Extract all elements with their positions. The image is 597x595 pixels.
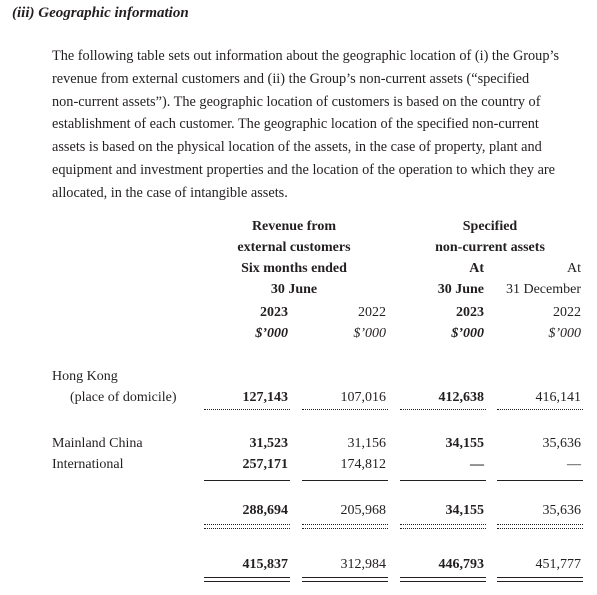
total-2023-assets: 446,793 [438,557,484,572]
dotted-rule [497,528,583,529]
date-header-col4: 31 December [505,282,581,297]
dotted-rule [204,528,290,529]
row-label-international: International [52,457,124,472]
total-2023-revenue: 415,837 [242,557,288,572]
hong-kong-2022-revenue: 107,016 [340,390,386,405]
dotted-rule [497,524,583,525]
subtotal-2023-revenue: 288,694 [242,503,288,518]
revenue-header-line2: external customers [237,240,351,255]
total-double-rule [204,581,290,582]
subtotal-rule [302,480,388,481]
dotted-rule [204,524,290,525]
year-col2: 2022 [358,305,386,320]
subtotal-rule [497,480,583,481]
row-label-hong-kong-sub: (place of domicile) [70,390,177,405]
dotted-rule [302,528,388,529]
total-2022-assets: 451,777 [535,557,581,572]
row-label-hong-kong: Hong Kong [52,369,118,384]
paragraph-line: allocated, in the case of intangible assets. [52,184,288,201]
subtotal-rule [204,480,290,481]
total-double-rule [400,581,486,582]
total-double-rule [497,581,583,582]
subtotal-2022-revenue: 205,968 [340,503,386,518]
paragraph-line: establishment of each customer. The geographic location of the specified non-current [52,116,539,133]
dotted-rule [302,409,388,410]
paragraph-line: revenue from external customers and (ii) the Group’s non-current assets (“specified [52,70,530,87]
international-2023-revenue: 257,171 [242,457,288,472]
unit-col4: $’000 [548,326,581,341]
dotted-rule [400,409,486,410]
international-2022-revenue: 174,812 [340,457,386,472]
year-col3: 2023 [456,305,484,320]
at-header-col4: At [567,261,581,276]
assets-header-line1: Specified [462,219,518,234]
unit-col1: $’000 [255,326,288,341]
hong-kong-2023-revenue: 127,143 [242,390,288,405]
revenue-header-line1: Revenue from [251,219,337,234]
dotted-rule [302,524,388,525]
mainland-2023-revenue: 31,523 [249,436,288,451]
hong-kong-2023-assets: 412,638 [438,390,484,405]
total-double-rule [204,577,290,578]
revenue-header-line4: 30 June [270,282,318,297]
at-header-col3: At [469,261,484,276]
total-2022-revenue: 312,984 [340,557,386,572]
paragraph-line: The following table sets out information about the geographic location of (i) the Group’s [52,48,560,64]
revenue-header-line3: Six months ended [241,261,347,276]
year-col4: 2022 [553,305,581,320]
year-col1: 2023 [260,305,288,320]
dotted-rule [204,409,290,410]
hong-kong-2022-assets: 416,141 [535,390,581,405]
subtotal-2023-assets: 34,155 [445,503,484,518]
intro-paragraph [52,45,584,205]
international-2022-assets: — [567,457,581,472]
total-double-rule [400,577,486,578]
paragraph-line: non-current assets”). The geographic location of customers is based on the country of [52,93,541,110]
total-double-rule [302,577,388,578]
unit-col3: $’000 [451,326,484,341]
row-label-mainland-china: Mainland China [52,436,143,451]
subtotal-rule [400,480,486,481]
international-2023-assets: — [470,457,484,472]
date-header-col3: 30 June [437,282,484,297]
total-double-rule [302,581,388,582]
mainland-2022-revenue: 31,156 [347,436,386,451]
section-heading: (iii) Geographic information [12,5,189,21]
mainland-2023-assets: 34,155 [445,436,484,451]
paragraph-line: equipment and investment properties and the location of the operation to which they are [52,161,556,178]
subtotal-2022-assets: 35,636 [542,503,581,518]
assets-header-line2: non-current assets [435,240,545,255]
dotted-rule [400,528,486,529]
dotted-rule [497,409,583,410]
mainland-2022-assets: 35,636 [542,436,581,451]
dotted-rule [400,524,486,525]
total-double-rule [497,577,583,578]
unit-col2: $’000 [353,326,386,341]
paragraph-line: assets is based on the physical location of the assets, in the case of property, plant and [52,139,542,156]
